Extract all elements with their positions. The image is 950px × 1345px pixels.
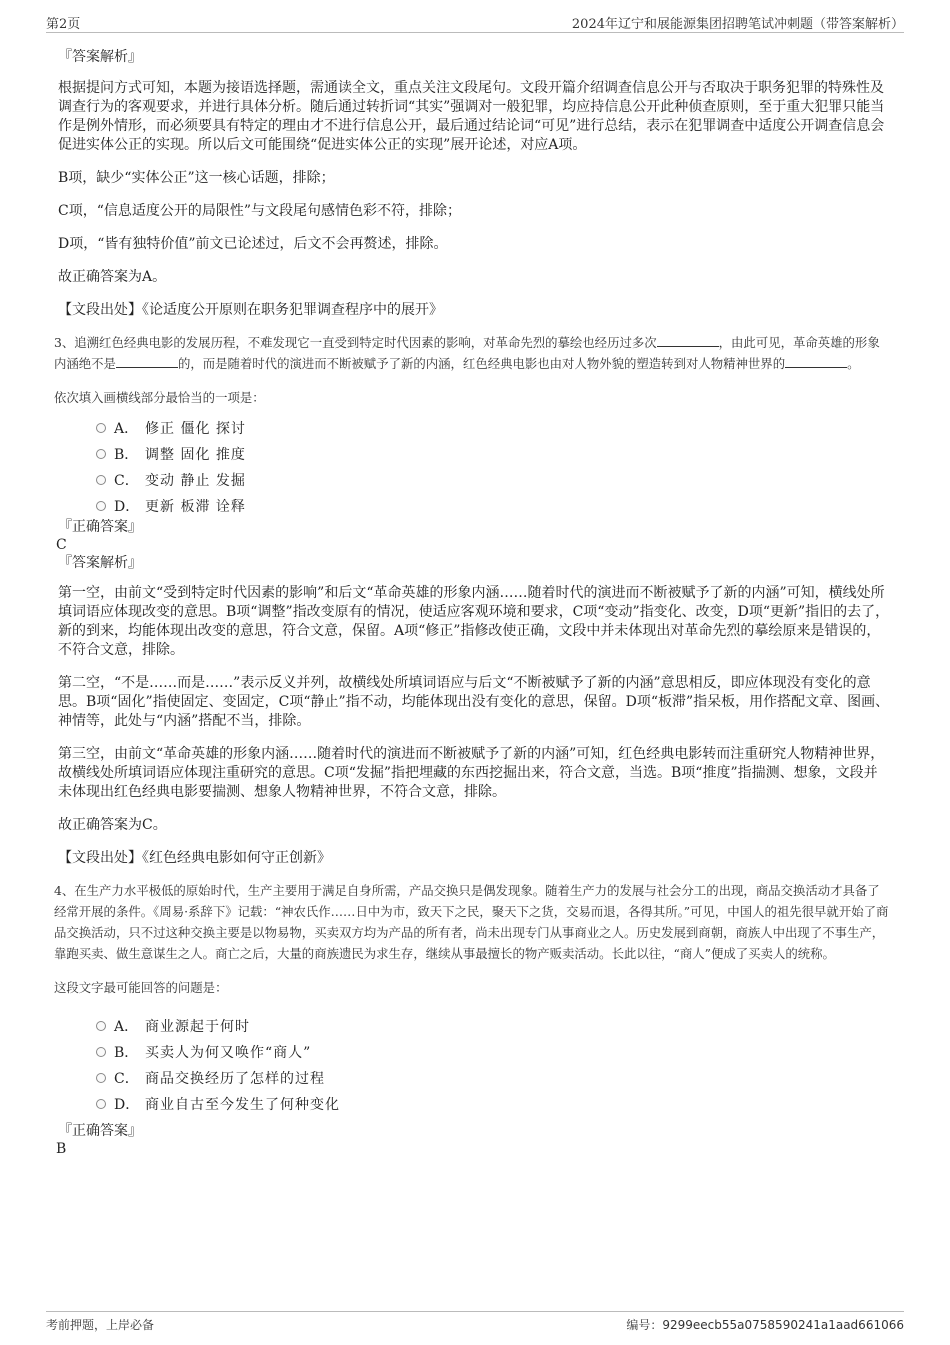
option-a[interactable]: A． 商业源起于何时 — [58, 1012, 891, 1038]
radio-icon[interactable] — [96, 423, 106, 433]
question-4-stem: 4、在生产力水平极低的原始时代，生产主要用于满足自身所需，产品交换只是偶发现象。随着生产力的发展与社会分工的出现，商品交换活动才具备了经常开展的条件。《周易·系辞下》记载：“神农氏作……日中为市，致天下之民，聚天下之货，交易而退，各得其所。”可见，中国人的祖先很早就开始了商品交换活动，只不过这种交换主要是以物易物，买卖双方均为产品的所有者，尚未出现专门从事商业之人。历史发展到商朝，商族人中出现了不事生产，靠跑买卖、做生意谋生之人。商亡之后，大量的商族遗民为求生存，继续从事最擅长的物产贩卖活动。长此以往，“商人”便成了买卖人的统称。 — [54, 883, 889, 961]
document-code: 编号：9299eecb55a0758590241a1aad661066 — [626, 1318, 904, 1332]
answer-blank — [657, 334, 719, 347]
radio-icon[interactable] — [96, 1099, 106, 1109]
radio-icon[interactable] — [96, 501, 106, 511]
analysis-paragraph: 第一空，由前文“受到特定时代因素的影响”和后文“革命英雄的形象内涵……随着时代的演进而不断被赋予了新的内涵”可知，横线处所填词语应体现改变的意思。B项“调整”指改变原有的情况，使适应客观环境和要求，C项“变动”指变化、改变，D项“更新”指旧的去了，新的到来，均能体现出改变的意思，符合文意，保留。A项“修正”指修改使正确，文段中并未体现出对革命先烈的摹绘原来是错误的，不符合文意，排除。 — [58, 585, 890, 658]
source-citation: 【文段出处】《红色经典电影如何守正创新》 — [58, 850, 331, 866]
analysis-paragraph: 第二空，“不是……而是……”表示反义并列，故横线处所填词语应与后文“不断被赋予了新的内涵”意思相反，即应体现没有变化的意思。B项“固化”指使固定、变固定，C项“静止”指不动，均能体现出没有变化的意思，保留。D项“板滞”指呆板，用作搭配文章、图画、神情等，此处与“内涵”搭配不当，排除。 — [58, 675, 890, 729]
page-footer — [46, 1311, 904, 1334]
analysis-paragraph: 第三空，由前文“革命英雄的形象内涵……随着时代的演进而不断被赋予了新的内涵”可知，红色经典电影转而注重研究人物精神世界，故横线处所填词语应体现注重研究的意思。C项“发掘”指把埋藏的东西挖掘出来，符合文意，当选。B项“推度”指揣测、想象，文段并未体现出红色经典电影要揣测、想象人物精神世界，不符合文意，排除。 — [58, 746, 885, 800]
question-3-options — [58, 414, 891, 518]
option-c[interactable]: C． 商品交换经历了怎样的过程 — [58, 1064, 891, 1090]
option-b[interactable]: B． 买卖人为何又唤作“商人” — [58, 1038, 891, 1064]
option-d[interactable]: D． 商业自古至今发生了何种变化 — [58, 1090, 891, 1116]
source-citation: 【文段出处】《论适度公开原则在职务犯罪调查程序中的展开》 — [58, 302, 443, 318]
analysis-conclusion: 故正确答案为A。 — [58, 269, 167, 285]
footer-slogan: 考前押题，上岸必备 — [46, 1318, 155, 1332]
analysis-paragraph: 根据提问方式可知，本题为接语选择题，需通读全文，重点关注文段尾句。文段开篇介绍调查信息公开与否取决于职务犯罪的特殊性及调查行为的客观要求，并进行具体分析。随后通过转折词“其实”强调对一般犯罪，均应持信息公开此种侦查原则，至于重大犯罪只能当作是例外情形，而必须要具有特定的理由才不进行信息公开，最后通过结论词“可见”进行总结，表示在犯罪调查中适度公开调查信息会促进实体公正的实现。所以后文可能围绕“促进实体公正的实现”展开论述，对应A项。 — [58, 80, 885, 153]
analysis-label: 『答案解析』 — [58, 49, 142, 65]
radio-icon[interactable] — [96, 1047, 106, 1057]
analysis-conclusion: 故正确答案为C。 — [58, 817, 167, 833]
page-number: 第2页 — [46, 17, 81, 32]
radio-icon[interactable] — [96, 449, 106, 459]
question-4-prompt: 这段文字最可能回答的问题是： — [54, 980, 228, 995]
question-3-prompt: 依次填入画横线部分最恰当的一项是： — [54, 390, 265, 405]
question-3-stem: 3、追溯红色经典电影的发展历程，不难发现它一直受到特定时代因素的影响，对革命先烈的摹绘也经历过多次 ，由此可见，革命英雄的形象内涵绝不是 的，而是随着时代的演进而不断被赋予了新的内涵，红色经典电影也由对人物外貌的塑造转到对人物精神世界的 。 — [54, 335, 880, 371]
answer-blank — [785, 355, 847, 368]
analysis-paragraph: D项，“皆有独特价值”前文已论述过，后文不会再赘述，排除。 — [58, 236, 448, 252]
option-c[interactable]: C． 变动 静止 发掘 — [58, 466, 891, 492]
correct-answer-value: B — [56, 1141, 67, 1157]
option-d[interactable]: D． 更新 板滞 诠释 — [58, 492, 891, 518]
radio-icon[interactable] — [96, 1073, 106, 1083]
analysis-paragraph: B项，缺少“实体公正”这一核心话题，排除； — [58, 170, 335, 186]
document-title: 2024年辽宁和展能源集团招聘笔试冲刺题（带答案解析） — [571, 17, 904, 32]
analysis-label: 『答案解析』 — [58, 555, 142, 571]
option-b[interactable]: B． 调整 固化 推度 — [58, 440, 891, 466]
analysis-paragraph: C项，“信息适度公开的局限性”与文段尾句感情色彩不符，排除； — [58, 203, 462, 219]
radio-icon[interactable] — [96, 475, 106, 485]
question-4-options — [58, 1012, 891, 1116]
correct-answer-label: 『正确答案』 — [58, 519, 142, 535]
answer-blank — [116, 355, 178, 368]
page-header — [46, 12, 904, 33]
correct-answer-value: C — [56, 537, 67, 553]
option-a[interactable]: A． 修正 僵化 探讨 — [58, 414, 891, 440]
correct-answer-label: 『正确答案』 — [58, 1123, 142, 1139]
radio-icon[interactable] — [96, 1021, 106, 1031]
page-content — [54, 44, 891, 1158]
